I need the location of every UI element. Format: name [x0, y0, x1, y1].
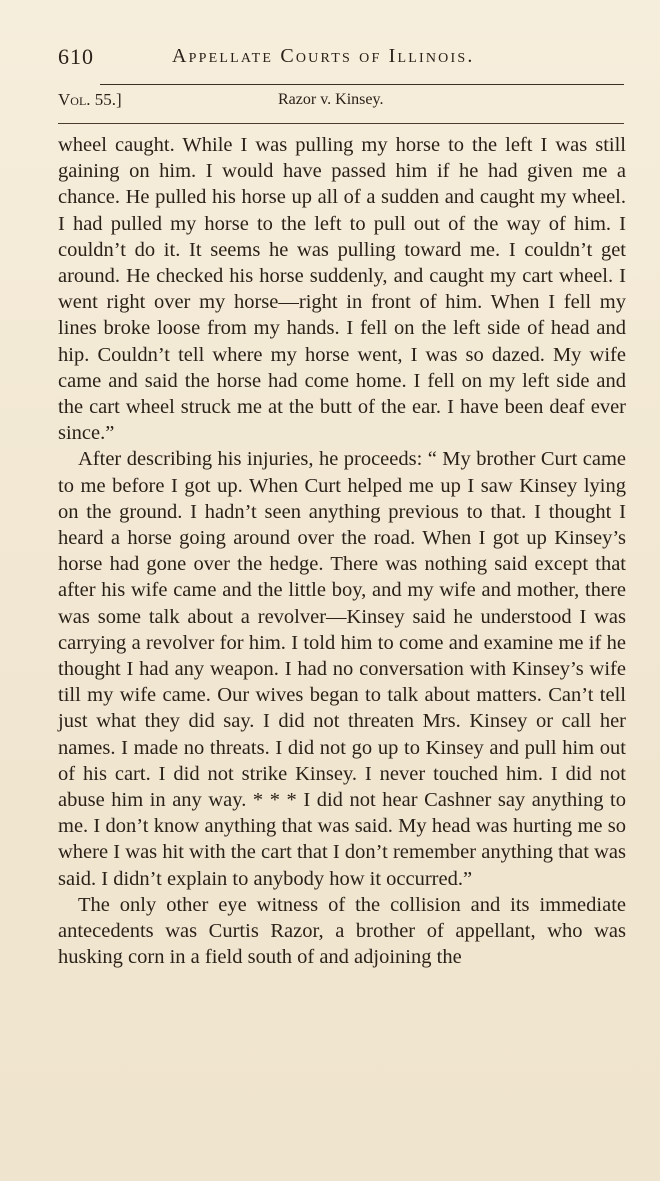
sub-head	[58, 90, 628, 114]
running-title: Appellate Courts of Illinois.	[172, 45, 475, 67]
sub-head-rule	[58, 123, 624, 124]
body-text	[58, 132, 626, 971]
case-name: Razor v. Kinsey.	[278, 91, 384, 108]
page-number: 610	[58, 44, 94, 69]
paragraph-testimony: After describing his injuries, he proceeds: “ My brother Curt came to me before I got up. When Curt helped me up I saw Kinsey lying on the ground. I hadn’t seen anything previous to that. I thought I heard a horse going around over the road. When I got up Kinsey’s horse had gone over the hedge. There was nothing said except that after his wife came and the little boy, and my wife and mother, there was some talk about a revolver—Kinsey said he understood I was carrying a revolver for him. I told him to come and examine me if he thought I had any weapon. I had no conversation with Kinsey’s wife till my wife came. Our wives began to talk about matters. Can’t tell just what they did say. I did not threaten Mrs. Kinsey or call her names. I made no threats. I did not go up to Kinsey and pull him out of his cart. I did not strike Kinsey. I never touched him. I did not abuse him in any way. * * * I did not hear Cashner say anything to me. I don’t know anything that was said. My head was hurting me so where I was hit with the cart that I don’t remember anything that was said. I didn’t explain to anybody how it occurred.”	[58, 448, 626, 890]
header-rule	[100, 84, 624, 85]
paragraph-continued: wheel caught. While I was pulling my horse to the left I was still gaining on him. I would have passed him if he had given me a chance. He pulled his horse up all of a sudden and caught my wheel. I had pulled my horse to the left to pull out of the way of him. I couldn’t do it. It seems he was pulling toward me. I couldn’t get around. He checked his horse suddenly, and caught my cart wheel. I went right over my horse—right in front of him. When I fell my lines broke loose from my hands. I fell on the left side of head and hip. Couldn’t tell where my horse went, I was so dazed. My wife came and said the horse had come home. I fell on my left side and the cart wheel struck me at the butt of the ear. I have been deaf ever since.”	[58, 134, 626, 445]
paragraph-witness: The only other eye witness of the collision and its immediate antecedents was Curtis Razor, a brother of appellant, who was husking corn in a field south of and adjoining the	[58, 893, 626, 969]
volume-label: Vol. 55.]	[58, 90, 122, 109]
running-head	[58, 44, 628, 78]
